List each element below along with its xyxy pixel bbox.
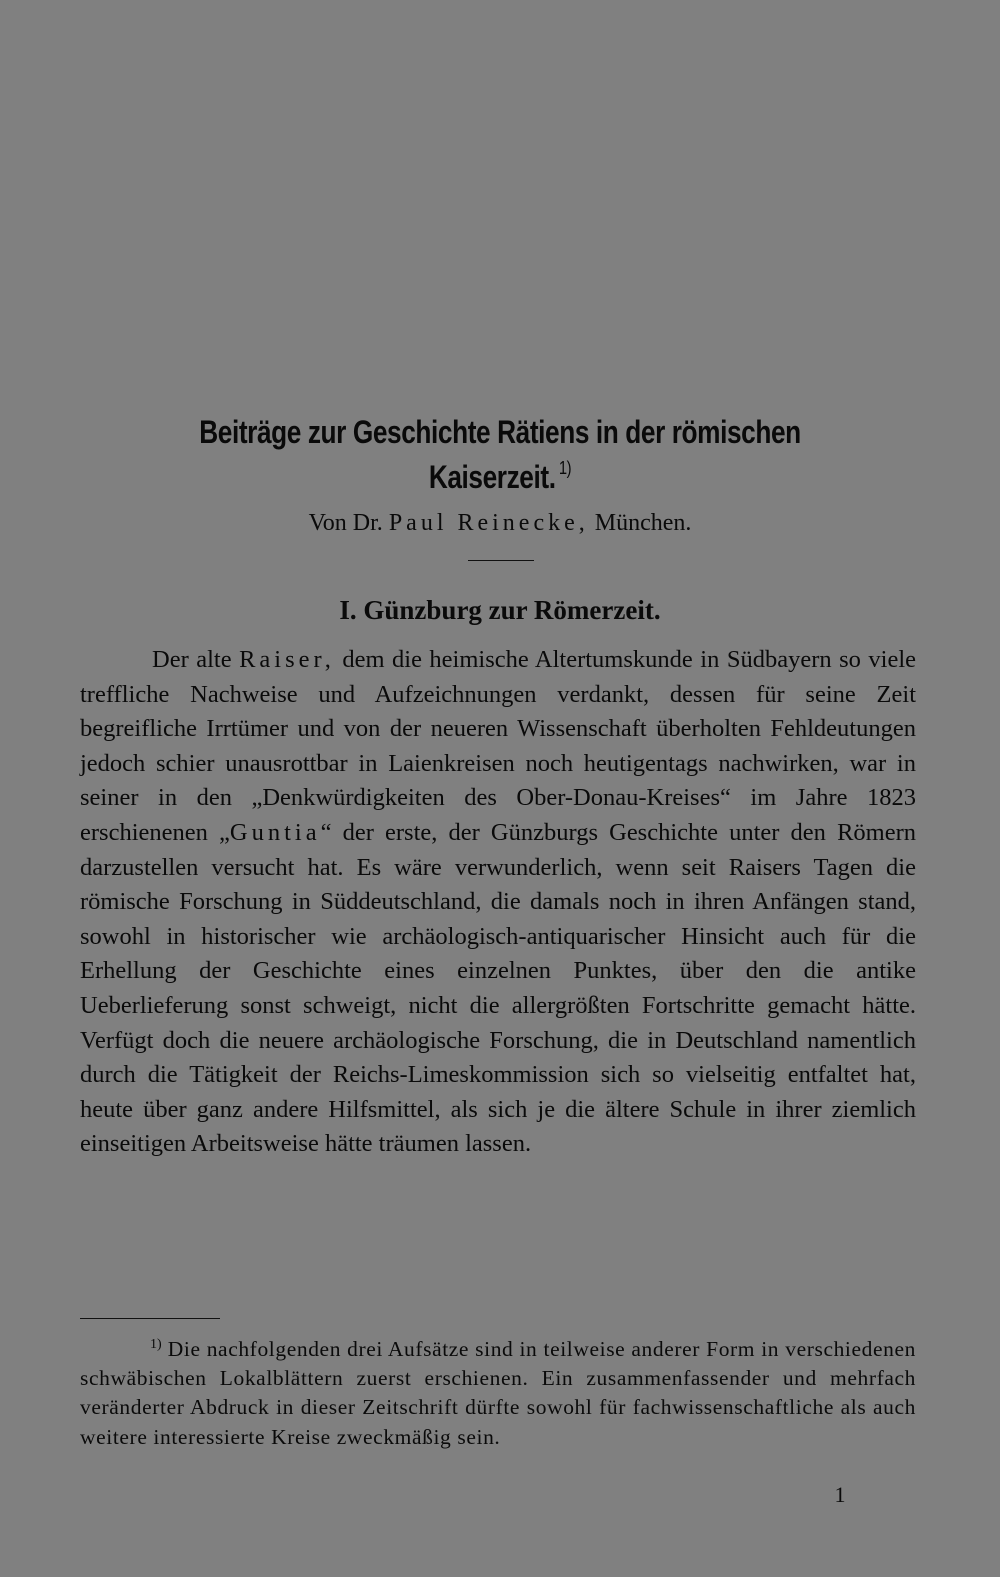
body-end: “ der erste, der Günzburgs Geschichte unter den Römern darzustellen versucht hat. Es wäre verwunderlich, wenn seit Raisers Tagen die römische Forschung in Süddeutschland, die damals noch in ihren Anfängen stand, sowohl in historischer wie archäologisch-antiquarischer Hinsicht auch für die Erhellung der Geschichte eines einzelnen Punktes, über den die antike Ueberlieferung sonst schweigt, nicht die allergrößten Fortschritte gemacht hätte. Verfügt doch die neuere archäologische Forschung, die in Deutschland namentlich durch die Tätigkeit der Reichs-Limeskommission sich so vielseitig entfaltet hat, heute über ganz andere Hilfsmittel, als sich je die ältere Schule in ihrer ziemlich einseitigen Arbeitsweise hätte träumen lassen.	[80, 818, 916, 1158]
author-prefix: Von Dr.	[308, 510, 383, 536]
section-heading: I. Günzburg zur Römerzeit.	[339, 595, 661, 625]
header-divider	[468, 560, 534, 561]
author-line	[100, 510, 900, 537]
article-title-line-2-text: Kaiserzeit.	[428, 459, 556, 495]
body-paragraph	[80, 643, 916, 1162]
footnote-divider	[80, 1318, 220, 1319]
body-start: Der alte	[152, 646, 232, 673]
footnote	[80, 1330, 916, 1452]
author-city: München.	[594, 510, 692, 536]
article-title-line-2	[172, 458, 828, 496]
page-number: 1	[834, 1482, 846, 1507]
footnote-mark: 1)	[150, 1337, 162, 1352]
author-name: Paul Reinecke,	[388, 510, 589, 536]
title-footnote-mark: 1)	[558, 458, 572, 478]
body-name-raiser: Raiser,	[239, 646, 335, 673]
footnote-text: Die nachfolgenden drei Aufsätze sind in teilweise anderer Form in verschiedenen schwäbischen Lokalblättern zuerst erschienen. Ein zusammenfassender und mehrfach veränderter Abdruck in dieser Zeitschrift dürfte sowohl für fachwissenschaftliche als auch weitere interessierte Kreise zweckmäßig sein.	[80, 1337, 916, 1449]
article-title-line-1: Beiträge zur Geschichte Rätiens in der römischen	[199, 414, 801, 450]
body-middle: dem die heimische Altertumskunde in Südbayern so viele treffliche Nachweise und Aufzeichnungen verdankt, dessen für seine Zeit begreifliche Irrtümer und von der neueren Wissenschaft überholten Fehldeutungen jedoch schier unausrottbar in Laienkreisen noch heutigentags nachwirken, war in seiner in den „Denkwürdigkeiten des Ober-Donau-Kreises“ im Jahre 1823 erschienenen „	[80, 646, 917, 846]
body-guntia: Guntia	[229, 818, 321, 846]
